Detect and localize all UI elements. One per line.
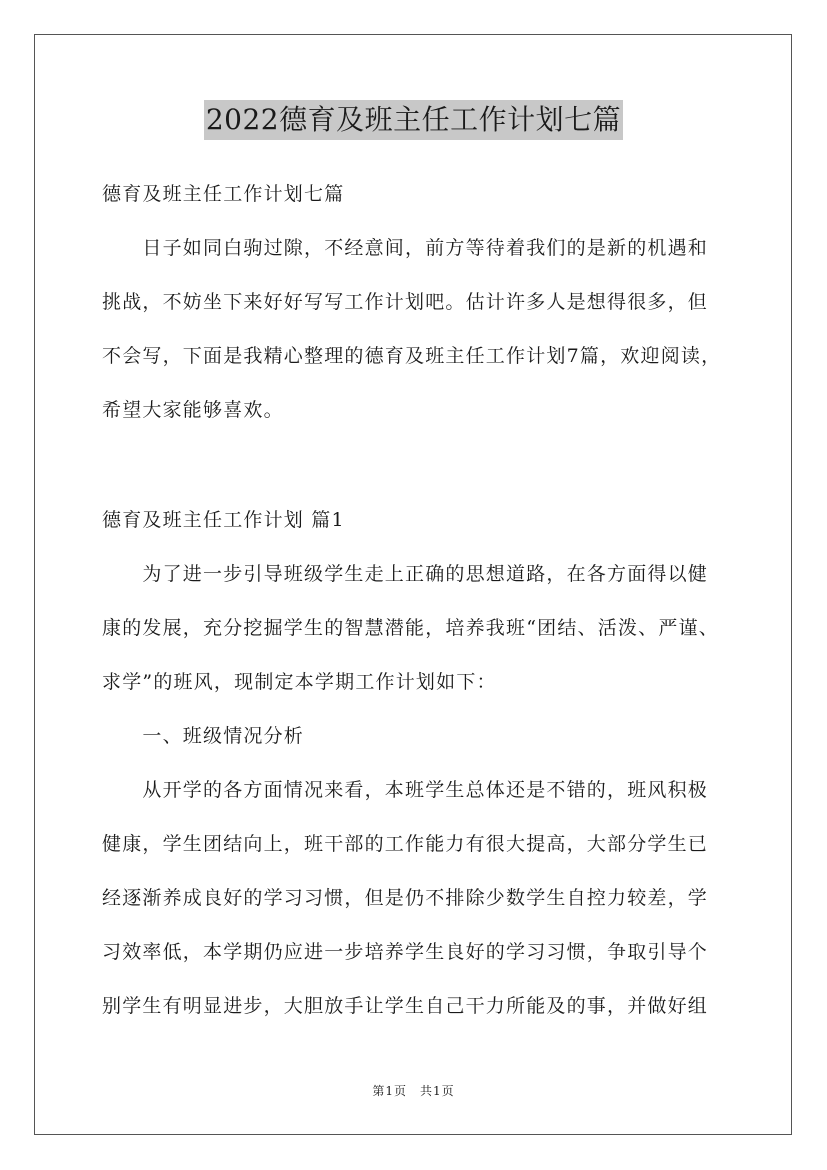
page-footer: 第1页 共1页 [372,1084,455,1098]
subsection-heading: 一、班级情况分析 [102,725,305,747]
paragraph-line: 希望大家能够喜欢。 [102,399,284,421]
subtitle-line: 德育及班主任工作计划七篇 [102,183,345,205]
paragraph-line: 挑战，不妨坐下来好好写写工作计划吧。估计许多人是想得很多，但 [102,291,709,313]
paragraph-line: 经逐渐养成良好的学习习惯，但是仍不排除少数学生自控力较差，学 [102,887,709,909]
paragraph-line: 不会写，下面是我精心整理的德育及班主任工作计划7篇，欢迎阅读， [102,345,722,367]
paragraph-line: 别学生有明显进步，大胆放手让学生自己干力所能及的事，并做好组 [102,995,709,1017]
paragraph-line: 习效率低，本学期仍应进一步培养学生良好的学习习惯，争取引导个 [102,941,709,963]
paragraph-line: 康的发展，充分挖掘学生的智慧潜能，培养我班“团结、活泼、严谨、 [102,617,719,639]
paragraph-line: 健康，学生团结向上，班干部的工作能力有很大提高，大部分学生已 [102,833,709,855]
paragraph-line: 为了进一步引导班级学生走上正确的思想道路，在各方面得以健 [102,563,709,585]
paragraph-line: 从开学的各方面情况来看，本班学生总体还是不错的，班风积极 [102,779,709,801]
title-container [0,100,827,140]
section-heading: 德育及班主任工作计划 篇1 [102,509,345,531]
document-title: 2022德育及班主任工作计划七篇 [204,100,623,140]
paragraph-line: 求学”的班风，现制定本学期工作计划如下： [102,671,497,693]
paragraph-line: 日子如同白驹过隙，不经意间，前方等待着我们的是新的机遇和 [102,237,709,259]
